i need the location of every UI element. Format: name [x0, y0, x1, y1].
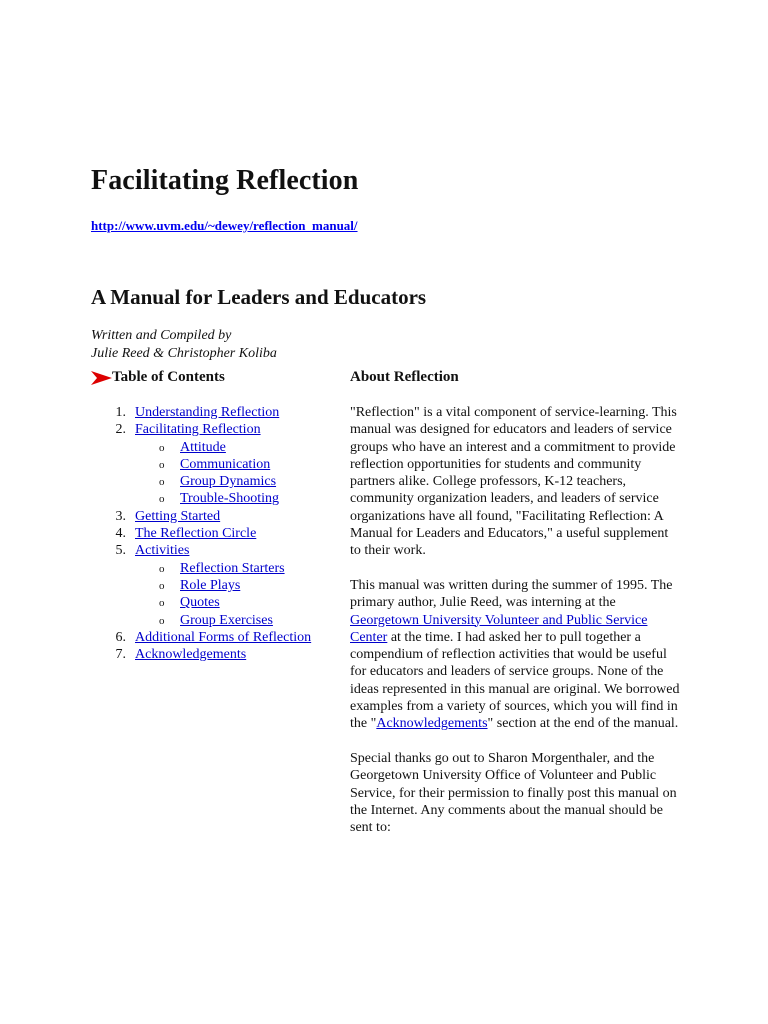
- about-p2-text-a: This manual was written during the summer of 1995. The primary author, Julie Reed, was interning at the: [350, 577, 673, 611]
- about-heading: About Reflection: [350, 369, 459, 385]
- toc-link-facilitating-reflection[interactable]: Facilitating Reflection: [135, 422, 261, 438]
- toc-link-group-exercises[interactable]: Group Exercises: [180, 612, 273, 628]
- toc-subitem-reflection-starters: [135, 560, 311, 577]
- toc-sublist-facilitating: [135, 439, 311, 508]
- toc-subitem-quotes: [135, 594, 311, 611]
- table-of-contents: [91, 404, 311, 663]
- about-p2-text-c: " section at the end of the manual.: [487, 716, 679, 732]
- toc-subitem-group-exercises: [135, 612, 311, 629]
- toc-item-facilitating-reflection: [91, 421, 311, 507]
- circle-bullet-icon: o: [159, 476, 165, 489]
- acknowledgements-link[interactable]: Acknowledgements: [376, 716, 488, 732]
- toc-item-number: 5.: [115, 543, 126, 559]
- circle-bullet-icon: o: [159, 458, 165, 471]
- circle-bullet-icon: o: [159, 562, 165, 575]
- about-p2-text-b: at the time. I had asked her to pull together a compendium of reflection activities that would be useful for educators and leaders of service groups. None of the ideas represented in this manual are original. We borrowed examples from a variety of sources, which you will find in the ": [350, 629, 680, 732]
- page-subtitle: A Manual for Leaders and Educators: [91, 285, 427, 309]
- toc-item-activities: [91, 542, 311, 628]
- toc-subitem-trouble-shooting: [135, 490, 311, 507]
- manual-url-link[interactable]: http://www.uvm.edu/~dewey/reflection_manual/: [91, 218, 358, 233]
- toc-link-reflection-starters[interactable]: Reflection Starters: [180, 560, 285, 576]
- circle-bullet-icon: o: [159, 614, 165, 627]
- toc-link-reflection-circle[interactable]: The Reflection Circle: [135, 526, 257, 542]
- toc-link-understanding-reflection[interactable]: Understanding Reflection: [135, 405, 280, 420]
- byline-line2: Julie Reed & Christopher Koliba: [91, 346, 277, 361]
- about-paragraph-2: [350, 577, 680, 733]
- toc-subitem-role-plays: [135, 577, 311, 594]
- red-arrow-icon: [91, 371, 112, 385]
- toc-item-number: 4.: [115, 526, 126, 542]
- toc-link-role-plays[interactable]: Role Plays: [180, 577, 241, 593]
- about-paragraph-3: Special thanks go out to Sharon Morgenthaler, and the Georgetown University Office of Volunteer and Public Service, for their permission to finally post this manual on the Internet. Any comments about the manual should be sent to:: [350, 750, 677, 836]
- circle-bullet-icon: o: [159, 597, 165, 610]
- byline-line1: Written and Compiled by: [91, 328, 232, 343]
- georgetown-center-link[interactable]: Georgetown University Volunteer and Public Service Center: [350, 612, 648, 645]
- toc-item-number: 3.: [115, 508, 126, 524]
- toc-link-communication[interactable]: Communication: [180, 456, 271, 472]
- toc-item-additional-forms: [91, 629, 311, 646]
- toc-item-acknowledgements: [91, 646, 311, 663]
- page-title: Facilitating Reflection: [91, 165, 359, 196]
- toc-link-acknowledgements[interactable]: Acknowledgements: [135, 647, 247, 663]
- toc-subitem-group-dynamics: [135, 473, 311, 490]
- toc-link-additional-forms[interactable]: Additional Forms of Reflection: [135, 629, 312, 645]
- toc-subitem-attitude: [135, 439, 311, 456]
- about-reflection-text: [350, 404, 680, 854]
- about-paragraph-1: "Reflection" is a vital component of service-learning. This manual was designed for educators and leaders of service groups who have an interest and a commitment to provide reflection opportunities for students and community partners alike. College professors, K-12 teachers, community organization leaders, and leaders of service organizations have all found, "Facilitating Reflection: A Manual for Leaders and Educators," a useful supplement to their work.: [350, 405, 677, 559]
- toc-sublist-activities: [135, 560, 311, 629]
- toc-heading: [91, 369, 225, 386]
- toc-link-group-dynamics[interactable]: Group Dynamics: [180, 474, 277, 490]
- toc-link-trouble-shooting[interactable]: Trouble-Shooting: [180, 491, 280, 507]
- toc-link-quotes[interactable]: Quotes: [180, 595, 220, 611]
- toc-subitem-communication: [135, 456, 311, 473]
- circle-bullet-icon: o: [159, 441, 165, 454]
- toc-item-reflection-circle: [91, 525, 311, 542]
- toc-item-number: 7.: [115, 647, 126, 663]
- toc-link-attitude[interactable]: Attitude: [180, 439, 226, 455]
- circle-bullet-icon: o: [159, 493, 165, 506]
- toc-heading-label: Table of Contents: [112, 369, 225, 385]
- toc-item-getting-started: [91, 508, 311, 525]
- toc-link-activities[interactable]: Activities: [135, 543, 190, 559]
- toc-link-getting-started[interactable]: Getting Started: [135, 508, 221, 524]
- toc-item-number: 2.: [115, 422, 126, 438]
- toc-item-understanding-reflection: [91, 404, 311, 421]
- circle-bullet-icon: o: [159, 579, 165, 592]
- toc-item-number: 6.: [115, 629, 126, 645]
- toc-item-number: 1.: [115, 405, 126, 420]
- byline: [91, 327, 277, 363]
